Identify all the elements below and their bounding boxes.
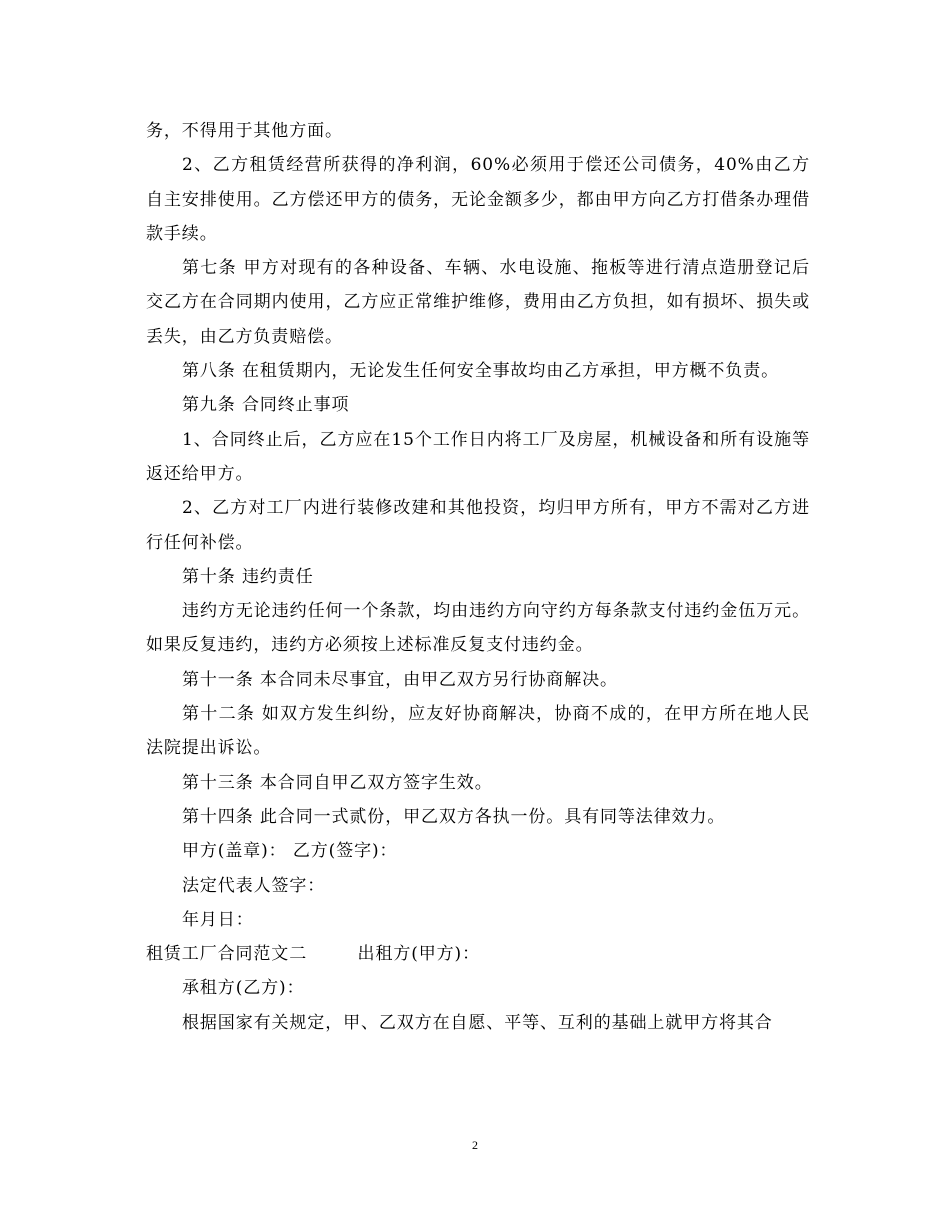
- signature-line-legal-rep: 法定代表人签字：: [182, 875, 326, 896]
- paragraph-11: 第十二条 如双方发生纠纷，应友好协商解决，协商不成的，在甲方所在地人民法院提出诉讼。: [146, 704, 810, 759]
- paragraph-10: 第十一条 本合同未尽事宜，由甲乙双方另行协商解决。: [182, 669, 618, 690]
- paragraph-7: 2、乙方对工厂内进行装修改建和其他投资，均归甲方所有，甲方不需对乙方进行任何补偿。: [146, 498, 810, 553]
- paragraph-12: 第十三条 本合同自甲乙双方签字生效。: [182, 772, 493, 793]
- paragraph-8: 第十条 违约责任: [182, 566, 314, 587]
- page-number: 2: [472, 1138, 478, 1152]
- section-title-template-two: 租赁工厂合同范文二 出租方(甲方)：: [146, 944, 480, 965]
- signature-line-parties: 甲方(盖章)： 乙方(签字)：: [182, 841, 398, 862]
- paragraph-13: 第十四条 此合同一式贰份，甲乙双方各执一份。具有同等法律效力。: [182, 806, 726, 827]
- paragraph-2: 2、乙方租赁经营所获得的净利润，60%必须用于偿还公司债务，40%由乙方自主安排使用。乙方偿还甲方的债务，无论金额多少，都由甲方向乙方打借条办理借款手续。: [146, 155, 810, 244]
- paragraph-6: 1、合同终止后，乙方应在15个工作日内将工厂及房屋，机械设备和所有设施等返还给甲方。: [146, 429, 810, 484]
- signature-line-date: 年月日：: [182, 909, 254, 930]
- lessee-line: 承租方(乙方)：: [182, 978, 305, 999]
- paragraph-5: 第九条 合同终止事项: [182, 395, 350, 416]
- document-body: [146, 114, 810, 1040]
- paragraph-9: 违约方无论违约任何一个条款，均由违约方向守约方每条款支付违约金伍万元。如果反复违约，违约方必须按上述标准反复支付违约金。: [146, 601, 810, 656]
- paragraph-4: 第八条 在租赁期内，无论发生任何安全事故均由乙方承担，甲方概不负责。: [182, 361, 780, 382]
- paragraph-19: 根据国家有关规定，甲、乙双方在自愿、平等、互利的基础上就甲方将其合: [182, 1012, 773, 1033]
- paragraph-1: 务，不得用于其他方面。: [146, 121, 343, 141]
- paragraph-3: 第七条 甲方对现有的各种设备、车辆、水电设施、拖板等进行清点造册登记后交乙方在合同期内使用，乙方应正常维护维修，费用由乙方负担，如有损坏、损失或丢失，由乙方负责赔偿。: [146, 258, 810, 347]
